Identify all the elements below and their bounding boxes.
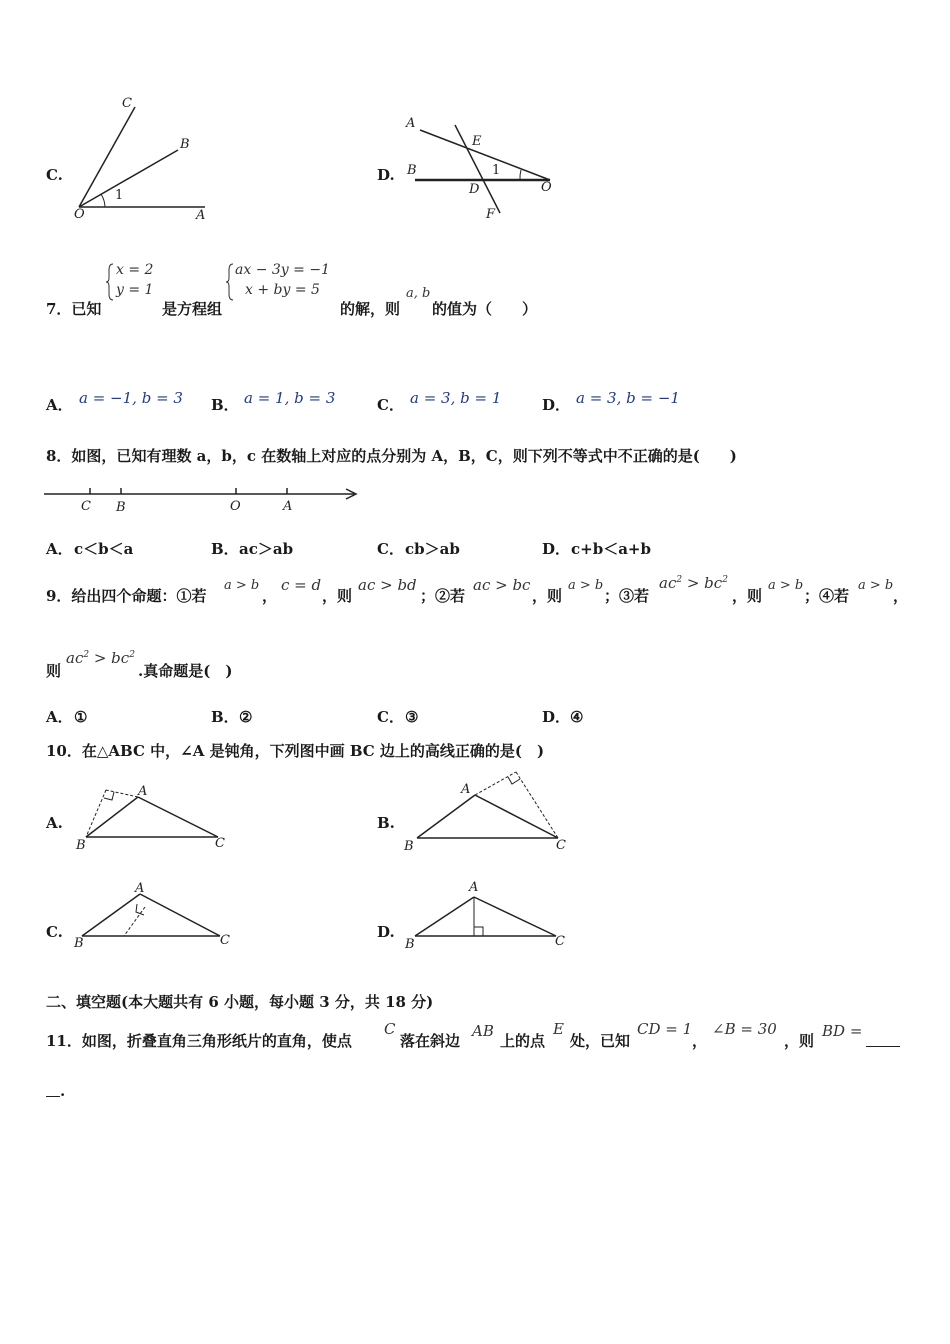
q10b-vertex-c: C: [556, 838, 566, 853]
q9-opt-a-label: A．: [46, 708, 73, 726]
q9-opt-c-label: C．: [377, 708, 404, 726]
q10-figure-b: [400, 768, 580, 848]
q7-opt-a-math: a = −1, b = 3: [79, 389, 183, 407]
q7-sys1-line2: y = 1: [116, 282, 154, 298]
q11-s3: 上的点: [500, 1032, 546, 1050]
q6c-label-c: C: [122, 96, 132, 111]
q8-opt-c-label: C．: [377, 540, 404, 558]
q11-m5: ∠B = 30: [712, 1020, 777, 1038]
q10-fig-d-label: D.: [377, 923, 395, 941]
q10d-vertex-b: B: [405, 937, 415, 952]
q7-sys1-line1: x = 2: [116, 262, 154, 278]
q10d-vertex-c: C: [555, 934, 565, 949]
q8-opt-a-text: c＜b＜a: [74, 540, 134, 558]
q8-label-a: A: [283, 499, 293, 514]
q7-mid: 是方程组: [162, 300, 223, 318]
q6c-label-b: B: [180, 137, 190, 152]
q10d-vertex-a: A: [469, 880, 479, 895]
q7-opt-d-math: a = 3, b = −1: [576, 389, 680, 407]
q7-sys2-line1: ax − 3y = −1: [235, 262, 330, 278]
q9-s4: ，则: [532, 587, 563, 605]
q9-c8: ，: [893, 587, 909, 605]
q9-m7: a > b: [768, 578, 804, 593]
q7-opt-b-math: a = 1, b = 3: [244, 389, 336, 407]
q7-mid2: 的解，则: [340, 300, 401, 318]
q6-figure-d: [400, 115, 560, 225]
q9-opt-d-text: ④: [570, 708, 584, 726]
q6c-label-a: A: [196, 208, 206, 223]
q6c-label-angle: 1: [115, 188, 124, 203]
q10a-vertex-b: B: [76, 838, 86, 853]
q9-opt-b-text: ②: [239, 708, 253, 726]
q6-option-c-label: C.: [46, 166, 63, 184]
q8-opt-b-label: B．: [211, 540, 239, 558]
q11-tail: .: [60, 1082, 66, 1100]
q7-system-2: [226, 262, 338, 302]
q6d-label-b: B: [407, 163, 417, 178]
q9-m9-exp2: 2: [129, 650, 135, 660]
q9-m9: [66, 649, 135, 667]
q9-s7: ；④若: [804, 587, 850, 605]
q10-fig-b-label: B.: [377, 814, 395, 832]
q7-opt-c-math: a = 3, b = 1: [410, 389, 502, 407]
q6-option-d-label: D.: [377, 166, 395, 184]
q9-m9-exp1: 2: [83, 650, 90, 660]
q8-label-c: C: [81, 499, 91, 514]
q10-figure-d: [400, 880, 570, 950]
q6c-label-o: O: [74, 207, 85, 222]
q8-stem: 8．如图，已知有理数 a，b，c 在数轴上对应的点分别为 A，B，C，则下列不等式中不正确的是( ): [46, 447, 737, 465]
q10c-vertex-a: A: [135, 881, 145, 896]
q9-opt-d-label: D．: [542, 708, 571, 726]
q11-m1: C: [384, 1020, 396, 1038]
q6d-label-angle: 1: [492, 163, 501, 178]
q9-m6: [659, 574, 728, 592]
q8-opt-b-text: ac＞ab: [239, 540, 294, 558]
q6d-label-o: O: [541, 180, 552, 195]
q10a-vertex-c: C: [215, 836, 225, 851]
q11-m6: BD =: [822, 1022, 863, 1040]
q9-s2: ，则: [322, 587, 353, 605]
q11-answer-blank-2[interactable]: [46, 1080, 60, 1097]
q8-number-line: [44, 485, 364, 505]
q9-m2: c = d: [281, 576, 322, 594]
q6-figure-c: [70, 95, 220, 225]
q9-s5: ；③若: [604, 587, 650, 605]
q10-stem: 10．在△ABC 中，∠A 是钝角，下列图中画 BC 边上的高线正确的是( ): [46, 742, 545, 760]
q9-m1: a > b: [224, 578, 260, 593]
q9-m4: ac > bc: [473, 576, 531, 594]
q7-opt-b-label: B．: [211, 396, 239, 414]
q10b-vertex-a: A: [461, 782, 471, 797]
q9-s9: .真命题是( ): [138, 662, 233, 680]
q9-m3: ac > bd: [358, 576, 417, 594]
q7-opt-d-label: D．: [542, 396, 571, 414]
q9-s6: ，则: [732, 587, 763, 605]
q9-opt-b-label: B．: [211, 708, 239, 726]
q9-m8: a > b: [858, 578, 894, 593]
section-2-title: 二、填空题(本大题共有 6 小题，每小题 3 分，共 18 分): [46, 993, 434, 1011]
q10-fig-a-label: A.: [46, 814, 63, 832]
q6d-label-e: E: [472, 134, 482, 149]
q9-c1: ，: [262, 587, 278, 605]
q9-s1: 9．给出四个命题：①若: [46, 587, 207, 605]
q11-s4: 处，已知: [570, 1032, 631, 1050]
q8-label-b: B: [116, 500, 126, 515]
q11-s2: 落在斜边: [400, 1032, 461, 1050]
q6d-label-d: D: [469, 182, 480, 197]
q11-s5: ，: [692, 1032, 708, 1050]
q7-system-1: [106, 262, 158, 302]
q9-m6-exp1: 2: [676, 575, 683, 585]
q11-m2: AB: [472, 1022, 494, 1040]
q8-opt-d-label: D．: [542, 540, 571, 558]
q9-m6b: > bc: [682, 574, 723, 592]
q7-opt-c-label: C．: [377, 396, 404, 414]
q10-figure-c: [70, 880, 240, 950]
q8-opt-c-text: cb＞ab: [405, 540, 460, 558]
q11-answer-blank-1[interactable]: [866, 1030, 900, 1047]
q6d-label-f: F: [486, 207, 496, 222]
q9-opt-c-text: ③: [405, 708, 419, 726]
q7-prefix: 7．已知: [46, 300, 102, 318]
q8-opt-d-text: c+b＜a+b: [571, 540, 651, 558]
q9-m6a: ac: [659, 574, 677, 592]
q9-opt-a-text: ①: [74, 708, 88, 726]
q8-label-o: O: [230, 499, 241, 514]
q8-opt-a-label: A．: [46, 540, 73, 558]
q11-s6: ，则: [784, 1032, 815, 1050]
q10c-vertex-c: C: [220, 933, 230, 948]
q9-m5: a > b: [568, 578, 604, 593]
q10c-vertex-b: B: [74, 936, 84, 951]
q11-s1: 11．如图，折叠直角三角形纸片的直角，使点: [46, 1032, 352, 1050]
q7-var: a, b: [406, 286, 431, 301]
q6d-label-a: A: [406, 116, 416, 131]
q9-m9a: ac: [66, 649, 84, 667]
q9-s3: ；②若: [420, 587, 466, 605]
q10b-vertex-b: B: [404, 839, 414, 854]
q7-suffix: 的值为（ ）: [432, 300, 538, 318]
q9-s8: 则: [46, 662, 62, 680]
q9-m9b: > bc: [89, 649, 130, 667]
q7-sys2-line2: x + by = 5: [245, 282, 320, 298]
q7-opt-a-label: A．: [46, 396, 73, 414]
q9-m6-exp2: 2: [722, 575, 728, 585]
q10a-vertex-a: A: [138, 784, 148, 799]
q11-m4: CD = 1: [637, 1020, 693, 1038]
q10-fig-c-label: C.: [46, 923, 63, 941]
q11-m3: E: [553, 1020, 564, 1038]
